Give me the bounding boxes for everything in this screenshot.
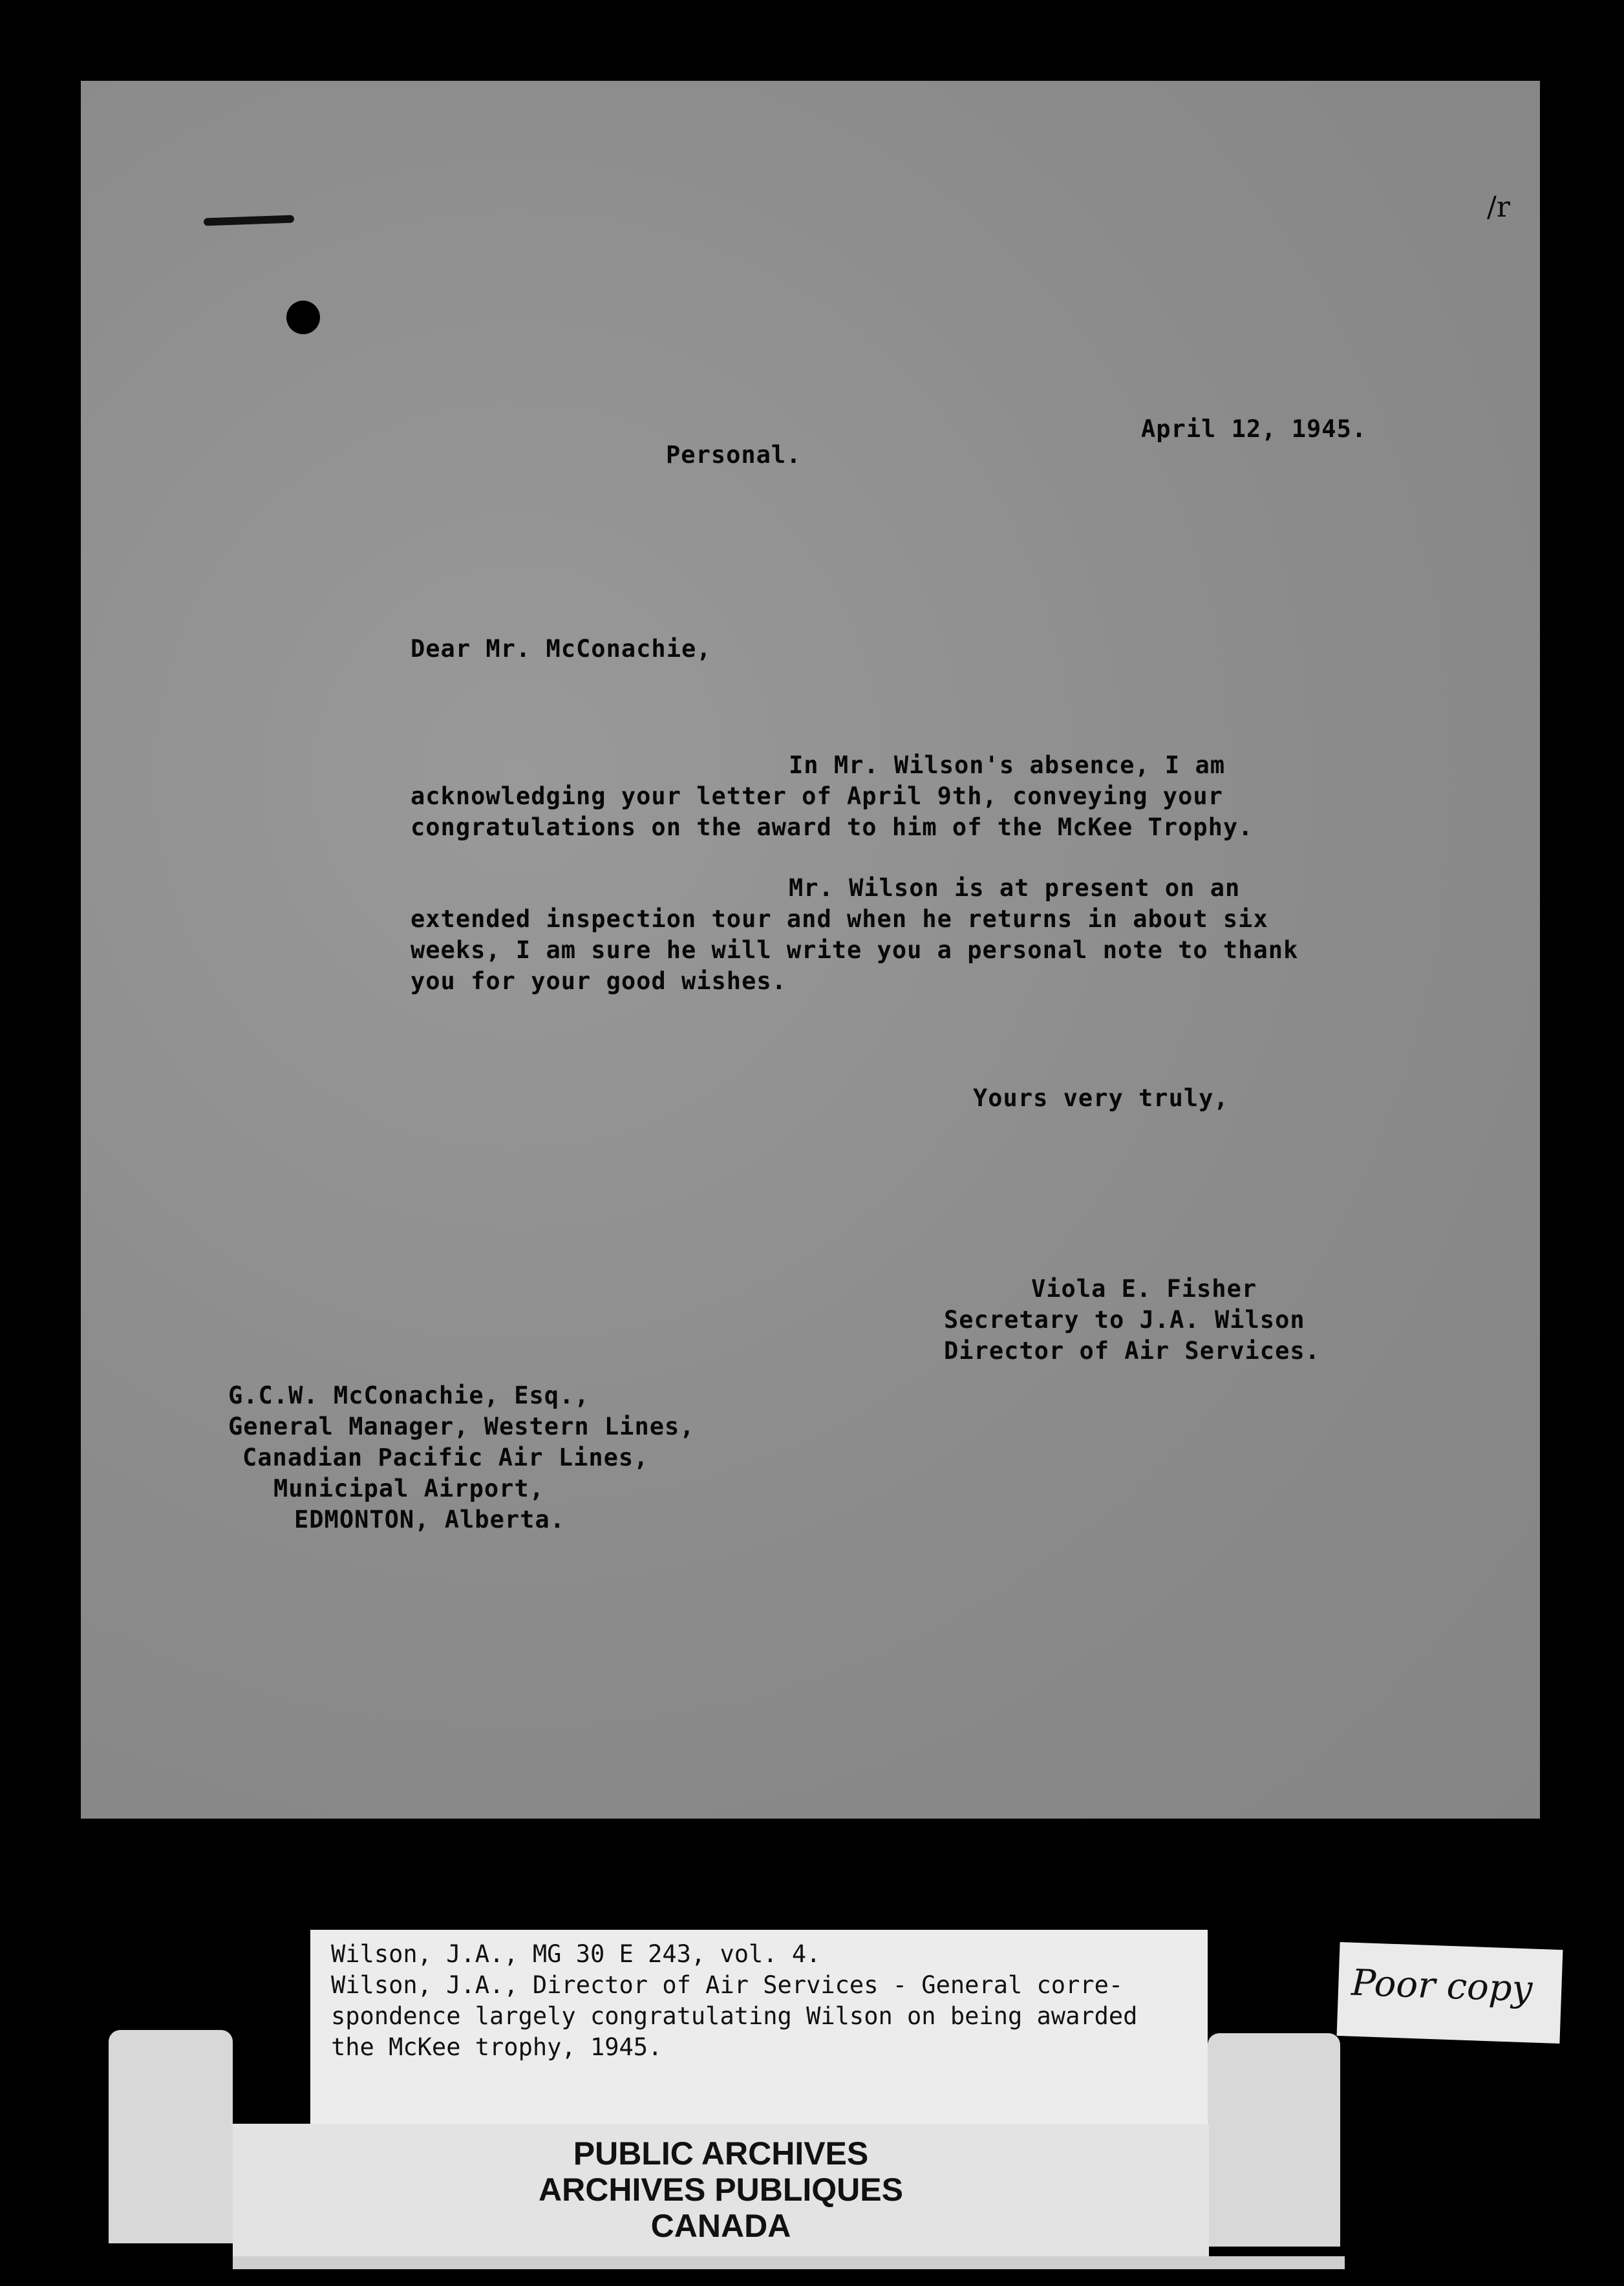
para1-line2: acknowledging your letter of April 9th, conveying your [411,782,1223,810]
stamp-line2: ARCHIVES PUBLIQUES [539,2172,903,2208]
stamp-line3: CANADA [650,2208,791,2244]
recipient-line1: G.C.W. McConachie, Esq., [228,1382,590,1409]
para2-line3: weeks, I am sure he will write you a personal note to thank [411,936,1299,964]
signature-name: Viola E. Fisher [1031,1275,1257,1303]
poor-copy-text: Poor copy [1351,1961,1533,2011]
letter-page [81,81,1540,1819]
para2-line1: Mr. Wilson is at present on an [789,874,1241,902]
recipient-line2: General Manager, Western Lines, [228,1413,695,1440]
recipient-line5: EDMONTON, Alberta. [294,1506,565,1533]
punch-hole [286,301,320,334]
signature-dept: Director of Air Services. [944,1337,1320,1365]
letter-date: April 12, 1945. [1141,415,1367,443]
archive-label [310,1930,1208,2124]
archive-label-line1: Wilson, J.A., MG 30 E 243, vol. 4. [331,1940,821,1968]
para2-line2: extended inspection tour and when he returns in about six [411,905,1268,933]
recipient-line4: Municipal Airport, [273,1475,544,1502]
smudge-mark [204,215,294,226]
para2-line4: you for your good wishes. [411,967,787,995]
closing: Yours very truly, [973,1084,1229,1112]
stamp-line1: PUBLIC ARCHIVES [573,2135,869,2172]
archive-label-line4: the McKee trophy, 1945. [331,2033,663,2061]
archive-label-line3: spondence largely congratulating Wilson on being awarded [331,2002,1138,2030]
poor-copy-note [1337,1942,1563,2044]
para1-line1: In Mr. Wilson's absence, I am [789,751,1226,779]
signature-title: Secretary to J.A. Wilson [944,1306,1305,1334]
archives-stamp [233,2124,1209,2263]
folder-tab-left [109,2030,233,2243]
salutation: Dear Mr. McConachie, [411,635,712,663]
para1-line3: congratulations on the award to him of the McKee Trophy. [411,813,1254,841]
archive-label-line2: Wilson, J.A., Director of Air Services - General corre- [331,1971,1124,1999]
folder-tab-right [1208,2033,1340,2247]
page-mark: /r [1487,191,1510,224]
personal-marker: Personal. [666,441,802,469]
bottom-strip [233,2256,1345,2269]
recipient-line3: Canadian Pacific Air Lines, [242,1444,649,1471]
